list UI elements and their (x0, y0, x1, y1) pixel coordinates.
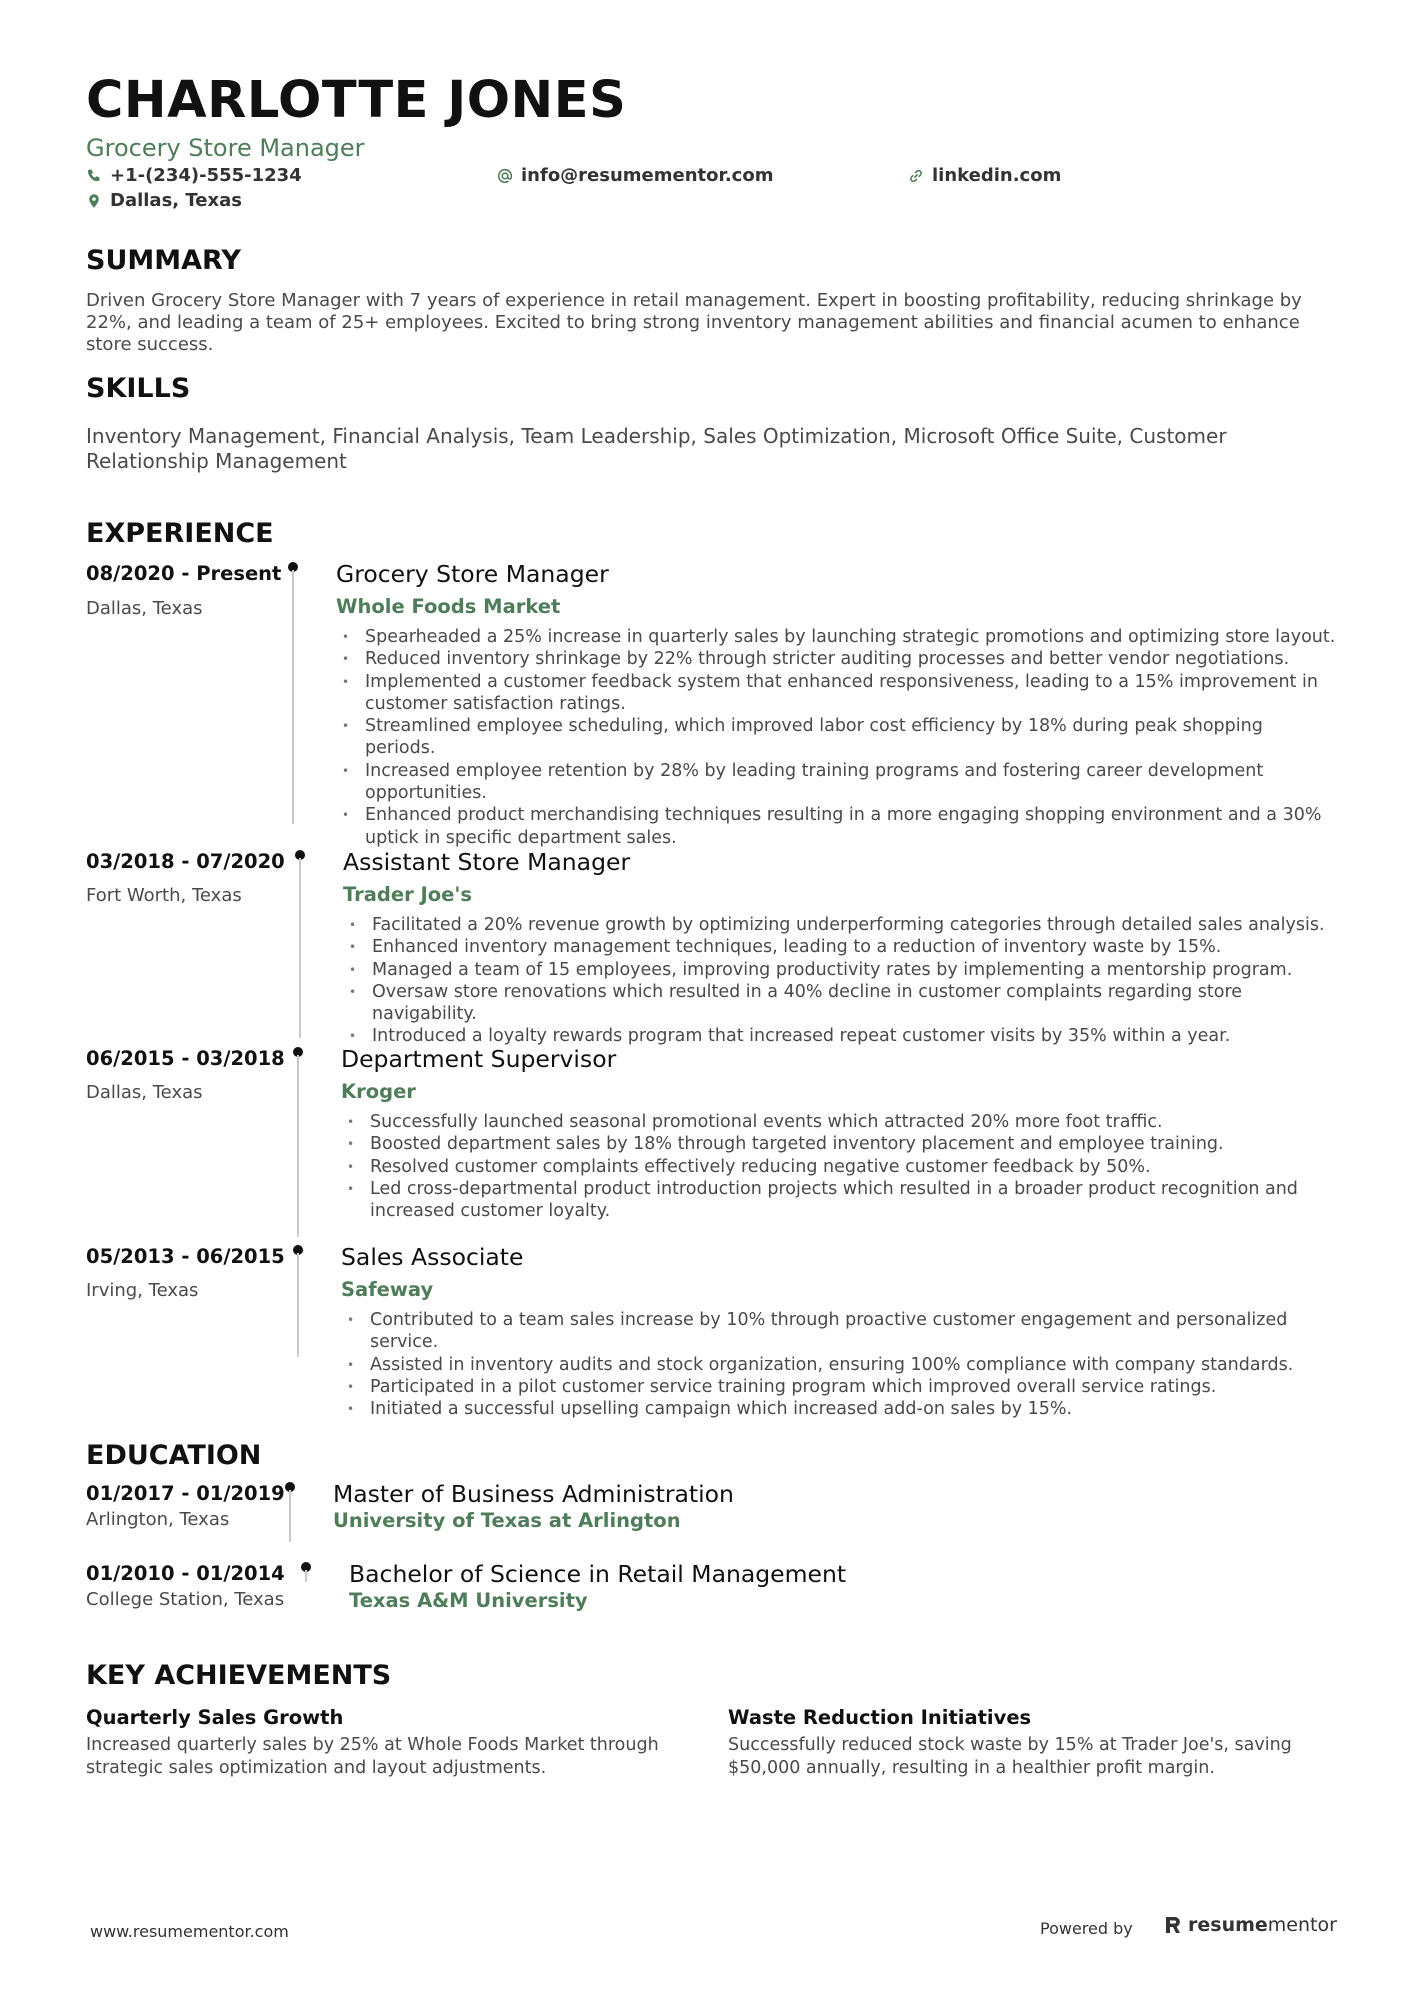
degree-title: Bachelor of Science in Retail Management (349, 1560, 847, 1588)
email-text: info@resumementor.com (521, 165, 774, 186)
job-bullet: • Streamlined employee scheduling, which improved labor cost efficiency by 18% during peak shopping periods. (336, 715, 1336, 760)
job-location: Dallas, Texas (86, 1082, 203, 1103)
job-bullets (341, 1309, 1341, 1420)
phone-icon (86, 168, 102, 184)
at-icon (497, 168, 513, 184)
job-bullet: • Introduced a loyalty rewards program that increased repeat customer visits by 35% within a year. (343, 1025, 1343, 1047)
job-bullet: • Increased employee retention by 28% by leading training programs and fostering career development opportunities. (336, 760, 1336, 805)
skills-heading: SKILLS (86, 373, 191, 404)
timeline-line (292, 570, 294, 824)
resumementor-logo-icon (1164, 1915, 1182, 1935)
timeline-line (297, 1253, 299, 1357)
job-bullet: • Initiated a successful upselling campaign which increased add-on sales by 15%. (341, 1398, 1341, 1420)
job-location: Dallas, Texas (86, 598, 203, 619)
job-bullet: • Assisted in inventory audits and stock organization, ensuring 100% compliance with company standards. (341, 1354, 1341, 1376)
achievement-title: Waste Reduction Initiatives (728, 1706, 1032, 1729)
footer-website[interactable]: www.resumementor.com (90, 1922, 289, 1941)
job-bullet: • Managed a team of 15 employees, improving productivity rates by implementing a mentorship program. (343, 959, 1343, 981)
skills-text: Inventory Management, Financial Analysis, Team Leadership, Sales Optimization, Microsoft Office Suite, Customer Relationship Management (86, 424, 1227, 473)
achievement-item (86, 1706, 686, 1779)
job-bullet: • Enhanced product merchandising techniques resulting in a more engaging shopping environment and a 30% uptick in specific department sales. (336, 804, 1336, 849)
brand-bold: resume (1188, 1914, 1268, 1936)
experience-entry (86, 1243, 1338, 1420)
brand-regular: mentor (1267, 1914, 1337, 1936)
company-name: Trader Joe's (343, 883, 472, 906)
job-bullet: • Enhanced inventory management techniques, leading to a reduction of inventory waste by 15%. (343, 936, 1343, 958)
timeline-line (299, 858, 301, 1038)
timeline-line (297, 1055, 299, 1237)
achievement-text: Successfully reduced stock waste by 15% at Trader Joe's, saving $50,000 annually, resulting in a healthier profit margin. (728, 1735, 1292, 1778)
degree-title: Master of Business Administration (333, 1480, 734, 1508)
job-bullets (341, 1111, 1341, 1222)
job-location: Irving, Texas (86, 1280, 199, 1301)
school-name: Texas A&M University (349, 1589, 588, 1612)
education-dates: 01/2017 - 01/2019 (86, 1482, 285, 1505)
achievements-heading: KEY ACHIEVEMENTS (86, 1660, 392, 1691)
achievement-item (728, 1706, 1328, 1779)
education-entry (86, 1562, 1338, 1622)
timeline-line (289, 1490, 291, 1542)
phone-text: +1-(234)-555-1234 (110, 165, 302, 186)
job-bullet: • Spearheaded a 25% increase in quarterly sales by launching strategic promotions and optimizing store layout. (336, 626, 1336, 648)
phone-contact (86, 165, 302, 187)
job-bullet: • Led cross-departmental product introduction projects which resulted in a broader product recognition and increased customer loyalty. (341, 1178, 1341, 1223)
job-bullet: • Oversaw store renovations which resulted in a 40% decline in customer complaints regarding store navigability. (343, 981, 1343, 1026)
job-title: Grocery Store Manager (336, 560, 609, 588)
achievement-text: Increased quarterly sales by 25% at Whole Foods Market through strategic sales optimization and layout adjustments. (86, 1735, 659, 1778)
school-name: University of Texas at Arlington (333, 1509, 681, 1532)
job-title: Sales Associate (341, 1243, 524, 1271)
experience-entry (86, 1045, 1338, 1235)
education-location: College Station, Texas (86, 1589, 285, 1610)
experience-entry (86, 560, 1338, 848)
candidate-role: Grocery Store Manager (86, 134, 365, 162)
linkedin-text: linkedin.com (932, 165, 1062, 186)
email-contact[interactable] (497, 165, 773, 187)
candidate-name: CHARLOTTE JONES (86, 71, 627, 130)
job-bullet: • Participated in a pilot customer service training program which improved overall service ratings. (341, 1376, 1341, 1398)
timeline-line (305, 1570, 307, 1582)
company-name: Kroger (341, 1080, 416, 1103)
job-bullet: • Boosted department sales by 18% through targeted inventory placement and employee training. (341, 1133, 1341, 1155)
job-bullet: • Implemented a customer feedback system that enhanced responsiveness, leading to a 15% improvement in customer satisfaction ratings. (336, 671, 1336, 716)
footer-brand-logo[interactable] (1164, 1914, 1337, 1936)
link-icon (908, 168, 924, 184)
company-name: Whole Foods Market (336, 595, 561, 618)
location-pin-icon (86, 193, 102, 209)
experience-entry (86, 848, 1338, 1047)
job-bullet: • Facilitated a 20% revenue growth by optimizing underperforming categories through detailed sales analysis. (343, 914, 1343, 936)
job-dates: 08/2020 - Present (86, 562, 282, 585)
job-dates: 05/2013 - 06/2015 (86, 1245, 285, 1268)
location-contact (86, 190, 242, 212)
job-bullets (336, 626, 1336, 849)
education-location: Arlington, Texas (86, 1509, 230, 1530)
summary-heading: SUMMARY (86, 245, 241, 276)
job-bullet: • Resolved customer complaints effectively reducing negative customer feedback by 50%. (341, 1156, 1341, 1178)
job-location: Fort Worth, Texas (86, 885, 242, 906)
location-text: Dallas, Texas (110, 190, 242, 211)
linkedin-contact[interactable] (908, 165, 1061, 187)
achievement-title: Quarterly Sales Growth (86, 1706, 344, 1729)
job-bullet: • Successfully launched seasonal promotional events which attracted 20% more foot traffic. (341, 1111, 1341, 1133)
experience-heading: EXPERIENCE (86, 518, 274, 549)
job-bullet: • Contributed to a team sales increase by 10% through proactive customer engagement and personalized service. (341, 1309, 1341, 1354)
education-entry (86, 1482, 1338, 1552)
job-title: Assistant Store Manager (343, 848, 631, 876)
footer-powered-by: Powered by (1040, 1919, 1133, 1938)
job-bullet: • Reduced inventory shrinkage by 22% through stricter auditing processes and better vendor negotiations. (336, 648, 1336, 670)
job-title: Department Supervisor (341, 1045, 617, 1073)
summary-text: Driven Grocery Store Manager with 7 years of experience in retail management. Expert in boosting profitability, reducing shrinkage by 22%, and leading a team of 25+ employees. Excited to bring strong inventory management abilities and financial acumen to enhance store success. (86, 290, 1302, 355)
job-bullets (343, 914, 1343, 1048)
education-heading: EDUCATION (86, 1440, 262, 1471)
company-name: Safeway (341, 1278, 434, 1301)
education-dates: 01/2010 - 01/2014 (86, 1562, 285, 1585)
job-dates: 06/2015 - 03/2018 (86, 1047, 285, 1070)
job-dates: 03/2018 - 07/2020 (86, 850, 285, 873)
